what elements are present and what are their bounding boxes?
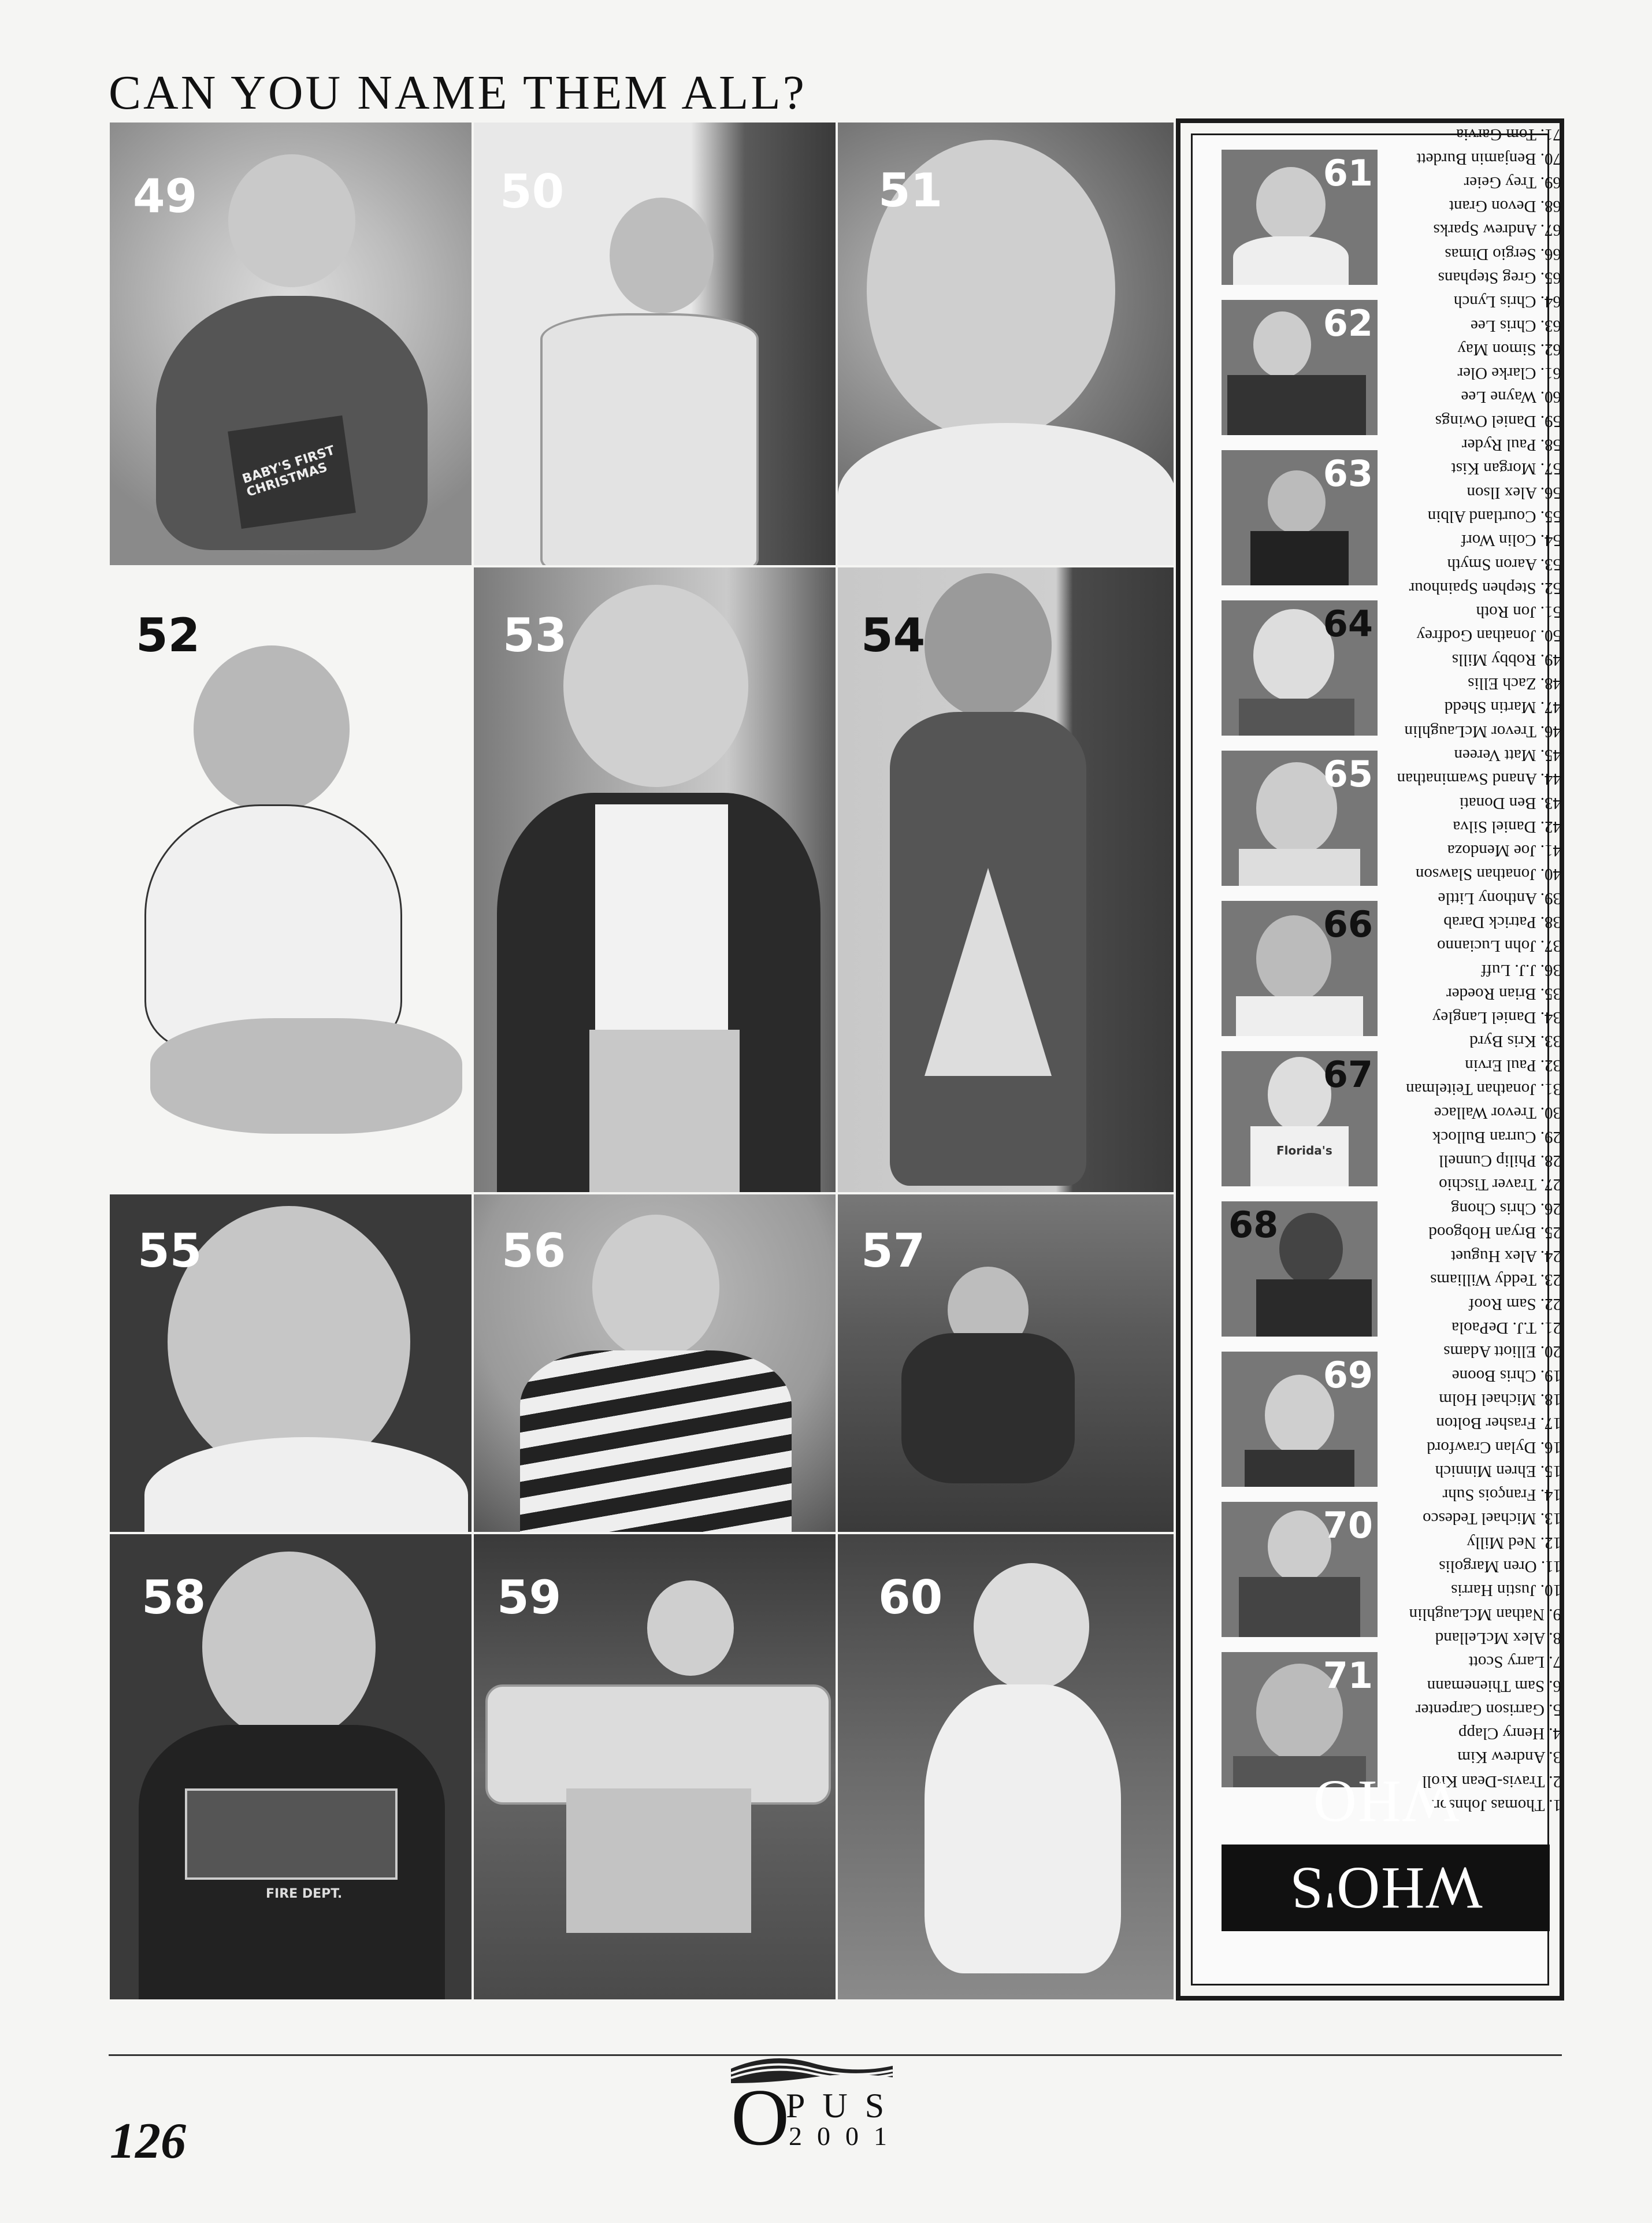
- name-entry: 3. Andrew Kim: [1457, 1748, 1561, 1767]
- name-entry: 36. J.J. Luff: [1481, 960, 1561, 979]
- name-entry: 32. Paul Ervin: [1465, 1056, 1561, 1075]
- name-entry: 26. Chris Chong: [1451, 1199, 1561, 1218]
- name-entry: 31. Jonathan Teitelman: [1406, 1080, 1561, 1099]
- photo-56: [473, 1193, 837, 1533]
- name-entry: 23. Teddy Williams: [1430, 1271, 1561, 1290]
- name-entry: 62. Simon May: [1457, 340, 1561, 359]
- page-number: 126: [110, 2113, 186, 2169]
- photo-number: 58: [142, 1571, 206, 1624]
- name-entry: 49. Robby Mills: [1451, 650, 1561, 669]
- photo-59: [473, 1533, 837, 2001]
- name-entry: 50. Jonathan Godfrey: [1416, 626, 1561, 645]
- name-entry: 29. Curran Bullock: [1432, 1127, 1561, 1146]
- thumb-70: [1222, 1502, 1378, 1637]
- logo-letter-o: O: [731, 2073, 790, 2162]
- photo-50: [473, 121, 837, 566]
- thumb-number: 68: [1228, 1204, 1279, 1246]
- thumb-number: 70: [1323, 1504, 1373, 1546]
- name-entry: 10. Justin Harris: [1451, 1581, 1561, 1600]
- photo-53: [473, 566, 837, 1193]
- thumb-number: 62: [1323, 302, 1373, 344]
- name-entry: 35. Brian Roeder: [1446, 984, 1561, 1003]
- name-entry: 54. Colin Worf: [1461, 531, 1561, 550]
- whos-who-panel: [1176, 118, 1564, 2001]
- photo-number: 51: [878, 164, 943, 217]
- name-entry: 67. Andrew Sparks: [1433, 221, 1561, 240]
- photo-number: 60: [878, 1571, 943, 1624]
- name-entry: 60. Wayne Lee: [1461, 388, 1561, 407]
- thumb-number: 61: [1323, 152, 1373, 194]
- thumb-number: 67: [1323, 1053, 1373, 1096]
- name-entry: 4. Henry Clapp: [1458, 1724, 1561, 1743]
- name-entry: 24. Alex Huguet: [1451, 1247, 1561, 1266]
- name-entry: 7. Larry Scott: [1468, 1653, 1561, 1672]
- thumb-67: [1222, 1051, 1378, 1186]
- name-entry: 53. Aaron Smyth: [1447, 555, 1561, 574]
- name-entry: 8. Alex McLelland: [1435, 1628, 1561, 1647]
- whos-who-inner: [1191, 125, 1561, 1986]
- name-entry: 64. Chris Lynch: [1453, 292, 1561, 311]
- name-entry: 5. Garrison Carpenter: [1415, 1700, 1561, 1719]
- name-entry: 13. Michael Tedesco: [1423, 1509, 1561, 1528]
- photo-caption: BABY'S FIRST CHRISTMAS: [240, 443, 337, 500]
- name-entry: 45. Matt Vereen: [1454, 745, 1561, 764]
- name-entry: 19. Chris Boone: [1451, 1366, 1561, 1385]
- thumb-number: 66: [1323, 903, 1373, 945]
- photo-number: 54: [861, 608, 926, 662]
- name-entry: 30. Trevor Wallace: [1434, 1104, 1561, 1123]
- photo-number: 55: [138, 1224, 202, 1278]
- name-entry: 39. Anthony Little: [1438, 889, 1561, 908]
- name-entry: 40. Jonathan Slawson: [1415, 865, 1561, 884]
- opus-logo: [725, 2051, 902, 2162]
- name-entry: 18. Michael Holm: [1439, 1390, 1561, 1409]
- name-entry: 25. Bryan Hobgood: [1428, 1223, 1561, 1242]
- name-entry: 2. Travis-Dean Kroll: [1422, 1772, 1561, 1791]
- thumb-number: 69: [1323, 1354, 1373, 1396]
- photo-51: [837, 121, 1175, 566]
- photo-57: [837, 1193, 1175, 1533]
- name-entry: 34. Daniel Langley: [1432, 1008, 1561, 1027]
- thumb-68: [1222, 1201, 1378, 1337]
- name-entry: 9. Nathan McLaughlin: [1409, 1605, 1561, 1624]
- photo-number: 49: [133, 169, 198, 223]
- thumb-66: [1222, 901, 1378, 1036]
- name-entry: 14. François Suhr: [1442, 1486, 1561, 1505]
- thumb-caption: Florida's: [1276, 1144, 1332, 1157]
- name-entry: 59. Daniel Owings: [1435, 411, 1561, 431]
- name-entry: 61. Clarke Oler: [1457, 364, 1561, 383]
- name-entry: 17. Frasher Bolton: [1436, 1414, 1561, 1433]
- name-entry: 11. Oren Margolis: [1439, 1557, 1561, 1576]
- name-entry: 38. Patrick Darab: [1443, 913, 1561, 932]
- name-entry: 71. Tom Garvia: [1456, 125, 1561, 144]
- name-entry: 68. Devon Grant: [1449, 197, 1561, 216]
- name-entry: 41. Joe Mendoza: [1447, 841, 1561, 860]
- thumb-61: [1222, 150, 1378, 285]
- photo-number: 57: [861, 1224, 926, 1278]
- name-entry: 55. Courtland Albin: [1427, 507, 1561, 526]
- thumb-62: [1222, 300, 1378, 435]
- name-list: [1376, 125, 1561, 1817]
- thumb-65: [1222, 751, 1378, 886]
- photo-54: [837, 566, 1175, 1193]
- logo-year: 2001: [789, 2121, 902, 2151]
- photo-caption: FIRE DEPT.: [266, 1887, 343, 1901]
- name-entry: 47. Martin Shedd: [1444, 698, 1561, 717]
- photo-number: 52: [136, 608, 201, 662]
- thumb-number: 65: [1323, 753, 1373, 795]
- thumb-69: [1222, 1352, 1378, 1487]
- name-entry: 66. Sergio Dimas: [1445, 244, 1561, 264]
- photo-number: 53: [503, 608, 567, 662]
- name-entry: 46. Trevor McLaughlin: [1404, 722, 1561, 741]
- name-entry: 69. Trey Geier: [1464, 173, 1561, 192]
- name-entry: 28. Philip Cunnell: [1439, 1151, 1561, 1170]
- photo-grid: [109, 121, 1175, 2001]
- thumb-number: 64: [1323, 603, 1373, 645]
- name-entry: 51. Jon Roth: [1476, 603, 1561, 622]
- name-entry: 56. Alex Ilson: [1467, 483, 1561, 502]
- name-entry: 58. Paul Ryder: [1461, 436, 1561, 455]
- thumb-number: 71: [1323, 1654, 1373, 1697]
- name-entry: 20. Elliott Adams: [1443, 1342, 1561, 1361]
- name-entry: 6. Sam Thienemann: [1427, 1676, 1561, 1695]
- name-entry: 1. Thomas Johnson: [1431, 1796, 1561, 1814]
- whos-who-heading: WHO'S WHO: [1222, 1845, 1550, 1931]
- name-entry: 16. Dylan Crawford: [1427, 1438, 1561, 1457]
- name-entry: 37. John Lucianno: [1436, 937, 1561, 956]
- name-entry: 48. Zach Ellis: [1468, 674, 1561, 693]
- name-entry: 44. Anand Swaminathan: [1397, 770, 1561, 789]
- photo-52: [109, 566, 473, 1193]
- name-entry: 21. T.J. DePaola: [1451, 1319, 1561, 1338]
- logo-letters: PUS: [786, 2087, 902, 2125]
- name-entry: 22. Sam Roof: [1468, 1294, 1561, 1313]
- photo-number: 59: [497, 1571, 562, 1624]
- name-entry: 12. Ned Milly: [1467, 1533, 1561, 1552]
- name-entry: 27. Traver Tischio: [1439, 1175, 1561, 1194]
- photo-60: [837, 1533, 1175, 2001]
- name-entry: 15. Ehren Minnich: [1435, 1461, 1561, 1480]
- photo-number: 56: [502, 1224, 566, 1278]
- name-entry: 52. Stephen Spainhour: [1409, 578, 1561, 597]
- page-title: CAN YOU NAME THEM ALL?: [109, 66, 807, 120]
- name-entry: 70. Benjamin Burdett: [1416, 149, 1561, 168]
- name-entry: 33. Kris Byrd: [1469, 1032, 1561, 1051]
- photo-49: [109, 121, 473, 566]
- thumb-64: [1222, 600, 1378, 736]
- thumb-63: [1222, 450, 1378, 585]
- photo-58: [109, 1533, 473, 2001]
- photo-55: [109, 1193, 473, 1533]
- name-entry: 57. Morgan Kist: [1451, 459, 1561, 478]
- thumb-number: 63: [1323, 452, 1373, 495]
- name-entry: 43. Ben Donati: [1459, 793, 1561, 812]
- name-entry: 65. Greg Stephans: [1438, 269, 1561, 287]
- name-entry: 63. Chris Lee: [1470, 316, 1561, 335]
- name-entry: 42. Daniel Silva: [1453, 817, 1561, 836]
- photo-number: 50: [500, 165, 565, 218]
